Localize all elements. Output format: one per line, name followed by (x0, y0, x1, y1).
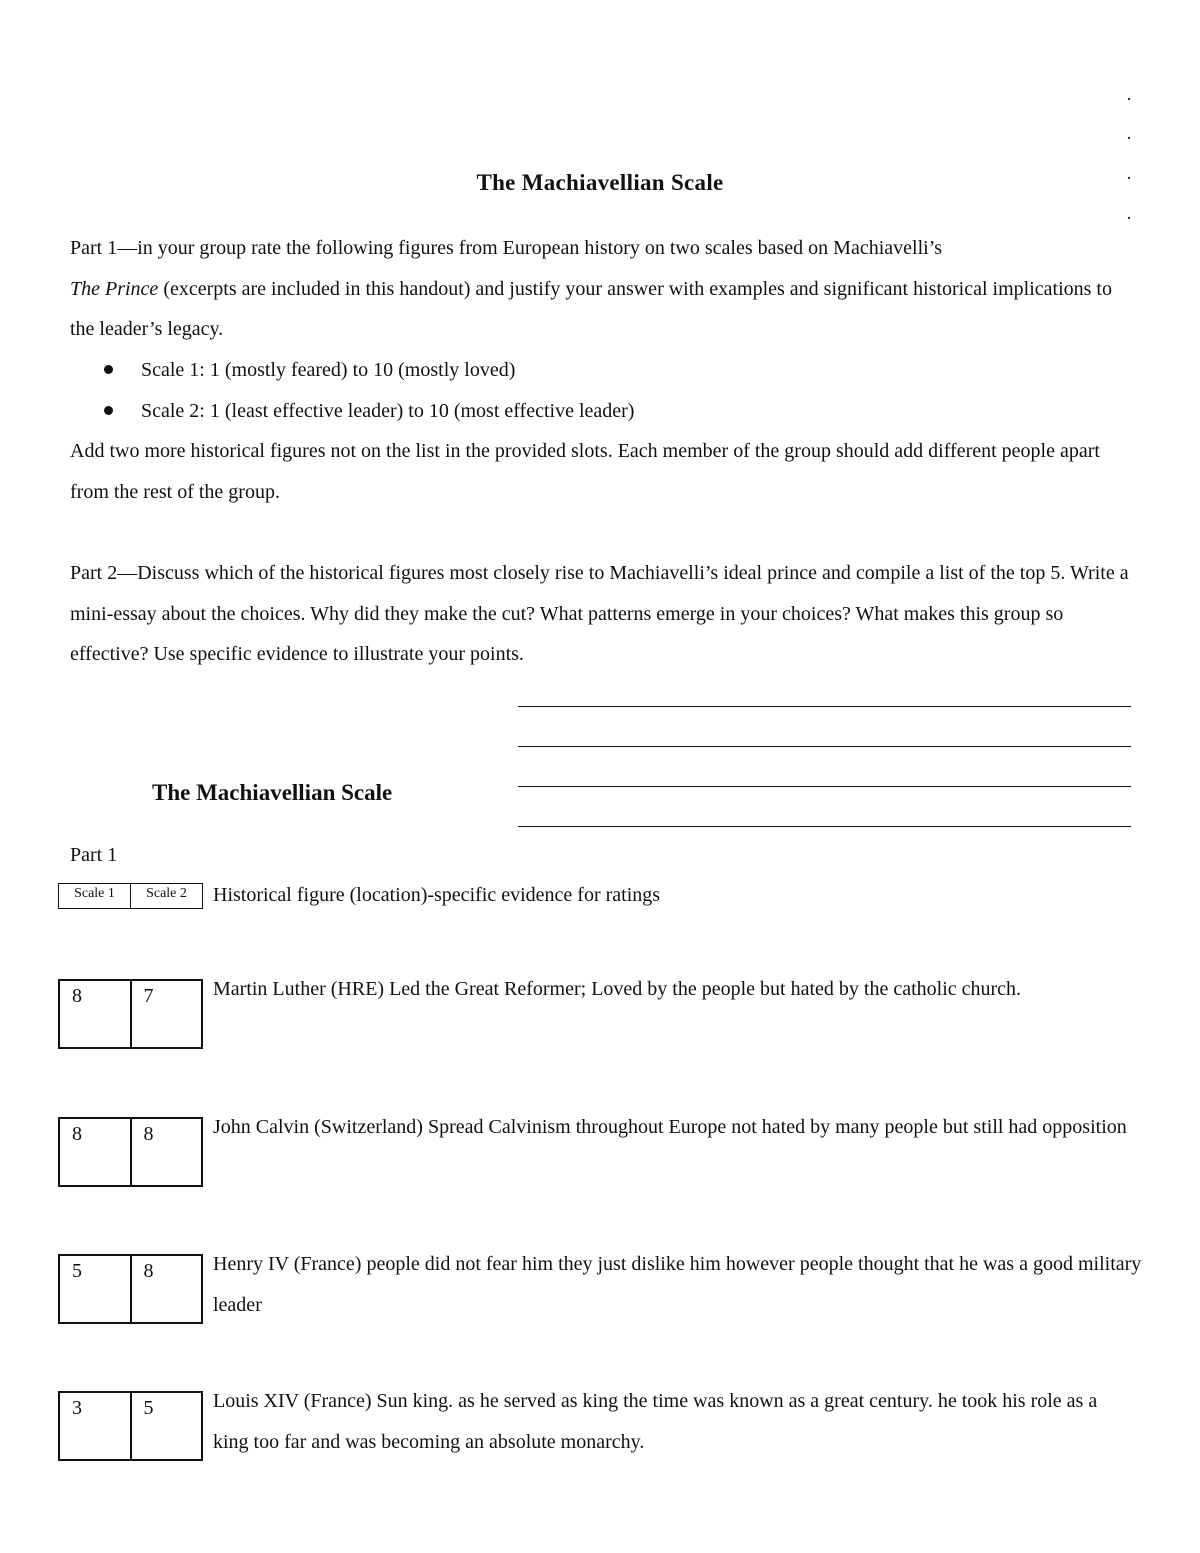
answer-line[interactable] (518, 826, 1131, 827)
margin-mark (1128, 217, 1130, 219)
rating-boxes (58, 1254, 203, 1324)
scale-2-definition: Scale 2: 1 (least effective leader) to 10 (most effective leader) (141, 399, 635, 422)
scale-1-definition: Scale 1: 1 (mostly feared) to 10 (mostly loved) (141, 359, 516, 381)
list-item (100, 350, 634, 391)
list-item (100, 391, 634, 432)
figure-evidence: Henry IV (France) people did not fear him they just dislike him however people thought that he was a good military leader (213, 1253, 1142, 1316)
answer-line[interactable] (518, 746, 1131, 747)
scale2-header: Scale 2 (130, 884, 202, 908)
scale1-rating[interactable]: 8 (72, 985, 82, 1007)
margin-mark (1128, 98, 1130, 100)
part1-label: Part 1 (70, 844, 118, 866)
scale1-rating[interactable]: 5 (72, 1260, 82, 1282)
rating-boxes (58, 1117, 203, 1187)
add-figures-note: Add two more historical figures not on the list in the provided slots. Each member of the group should add different people apart from the rest of the group. (70, 440, 1100, 503)
description-header: Historical figure (location)-specific evidence for ratings (213, 884, 661, 906)
scale-list (100, 350, 634, 431)
scale2-rating[interactable]: 8 (130, 1119, 202, 1185)
scale2-rating[interactable]: 8 (130, 1256, 202, 1322)
figure-evidence: Martin Luther (HRE) Led the Great Reformer; Loved by the people but hated by the catholic church. (213, 978, 1022, 1000)
scale1-rating[interactable]: 8 (72, 1123, 82, 1145)
scale1-header: Scale 1 (74, 886, 115, 901)
figure-evidence: Louis XIV (France) Sun king. as he served as king the time was known as a great century. he took his role as a king too far and was becoming an absolute monarchy. (213, 1390, 1098, 1453)
part1-prefix: Part 1—in your group rate the following figures from European history on two scales based on Machiavelli’s (70, 237, 943, 259)
answer-line[interactable] (518, 706, 1131, 707)
section-title: The Machiavellian Scale (152, 780, 393, 805)
rating-boxes (58, 1391, 203, 1461)
scale1-rating[interactable]: 3 (72, 1397, 82, 1419)
bullet-icon (104, 365, 113, 374)
figure-evidence: John Calvin (Switzerland) Spread Calvinism throughout Europe not hated by many people but still had opposition (213, 1116, 1127, 1138)
rating-boxes (58, 979, 203, 1049)
margin-mark (1128, 137, 1130, 139)
part2-instructions: Part 2—Discuss which of the historical figures most closely rise to Machiavelli’s ideal prince and compile a list of the top 5. Write a mini-essay about the choices. Why did they make the cut? What patterns emerge in your choices? What makes this group so effective? Use specific evidence to illustrate your points. (70, 562, 1129, 665)
book-title: The Prince (70, 277, 159, 300)
bullet-icon (104, 406, 113, 415)
scale2-rating[interactable]: 7 (130, 981, 202, 1047)
part1-rest: (excerpts are included in this handout) and justify your answer with examples and significant historical implications to the leader’s legacy. (70, 277, 1112, 340)
scale2-rating[interactable]: 5 (130, 1393, 202, 1459)
part1-instructions (70, 228, 1130, 350)
answer-line[interactable] (518, 786, 1131, 787)
page-title: The Machiavellian Scale (476, 170, 724, 195)
scale-header-box (58, 883, 203, 909)
